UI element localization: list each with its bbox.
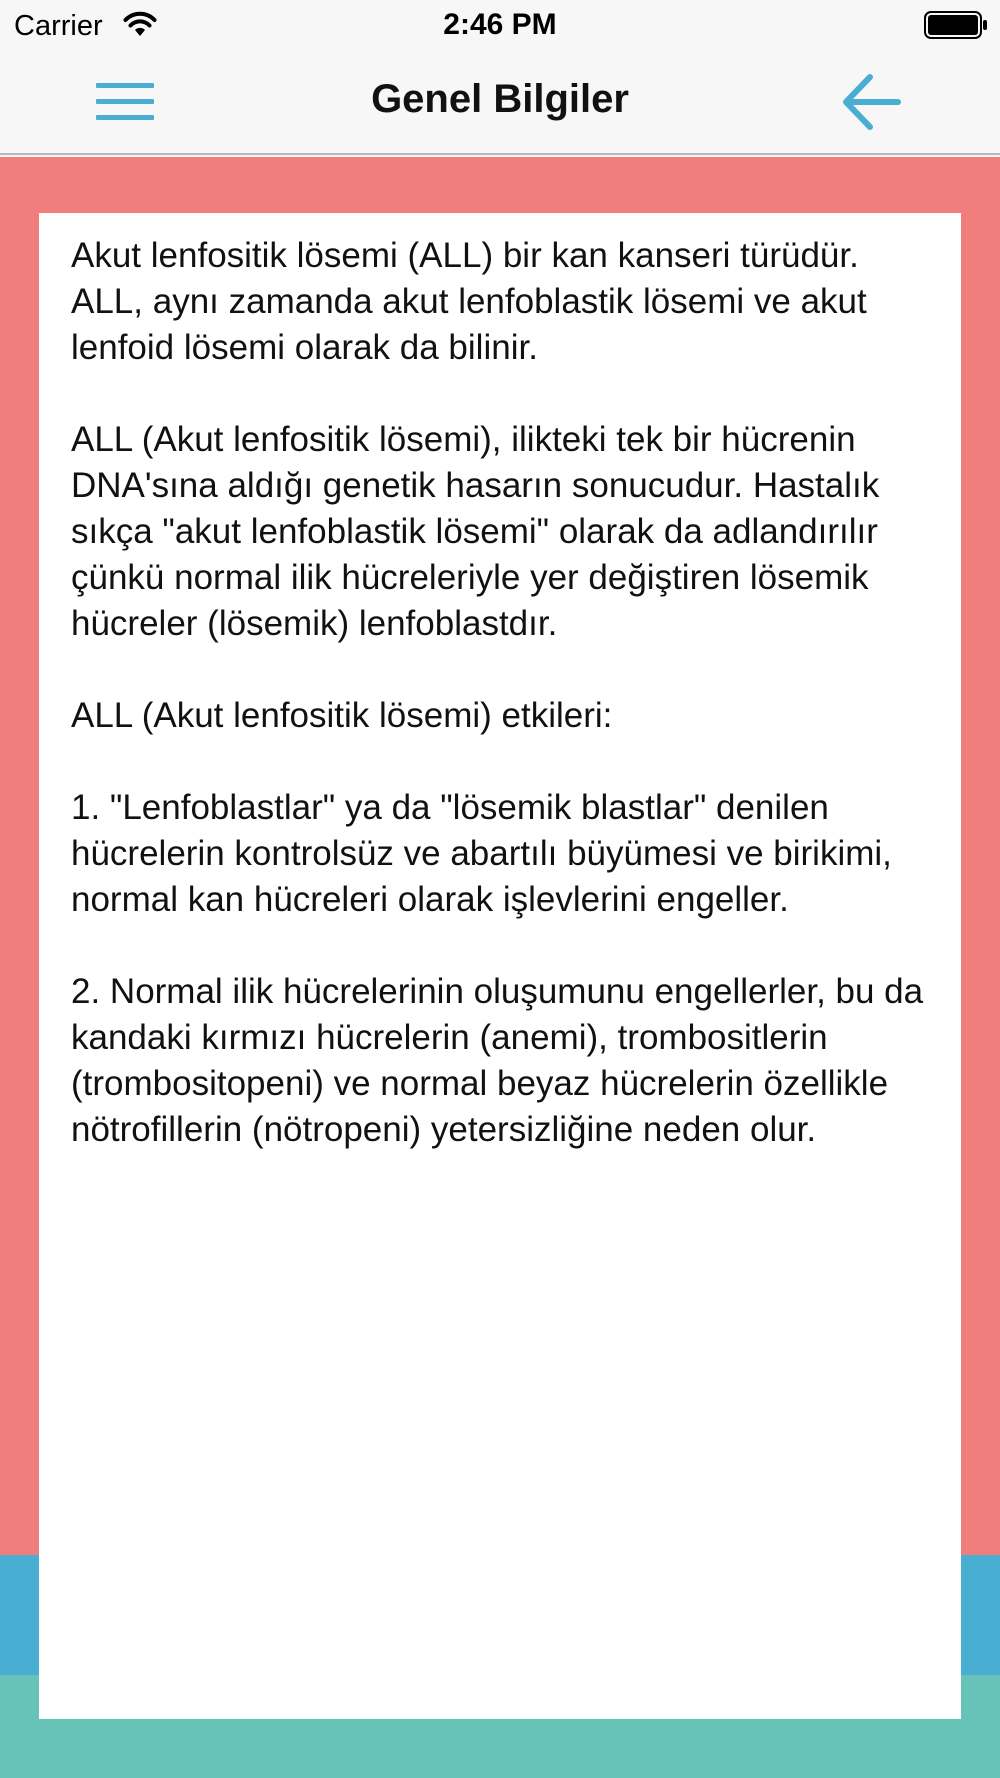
paragraph: ALL (Akut lenfositik lösemi), ilikteki tek bir hücrenin DNA'sına aldığı genetik hasarın sonucudur. Hastalık sıkça "akut lenfoblastik lösemi" olarak da adlandırılır çünkü normal ilik hücreleriyle yer değiştiren lösemik hücreler (lösemik) lenfoblastdır. (71, 420, 880, 643)
paragraph: ALL (Akut lenfositik lösemi) etkileri: (71, 696, 613, 735)
status-bar (0, 0, 1000, 50)
paragraph: Akut lenfositik lösemi (ALL) bir kan kanseri türüdür. ALL, aynı zamanda akut lenfoblastik lösemi ve akut lenfoid lösemi olarak da bilinir. (71, 236, 867, 367)
paragraph: 2. Normal ilik hücrelerinin oluşumunu engellerler, bu da kandaki kırmızı hücrelerin (anemi), trombositlerin (trombositopeni) ve normal beyaz hücrelerin özellikle nötrofillerin (nötropeni) yetersizliğine neden olur. (71, 972, 924, 1149)
page-title: Genel Bilgiler (371, 77, 629, 121)
content-card[interactable] (39, 213, 961, 1719)
battery-icon (924, 11, 988, 39)
paragraph: 1. "Lenfoblastlar" ya da "lösemik blastlar" denilen hücrelerin kontrolsüz ve abartılı büyümesi ve birikimi, normal kan hücreleri olarak işlevlerini engeller. (71, 788, 892, 919)
navigation-bar (0, 50, 1000, 155)
back-button[interactable] (836, 68, 906, 134)
carrier-label: Carrier (14, 10, 103, 42)
info-text (71, 233, 931, 1153)
arrow-left-icon (836, 68, 906, 134)
status-time: 2:46 PM (443, 8, 557, 41)
